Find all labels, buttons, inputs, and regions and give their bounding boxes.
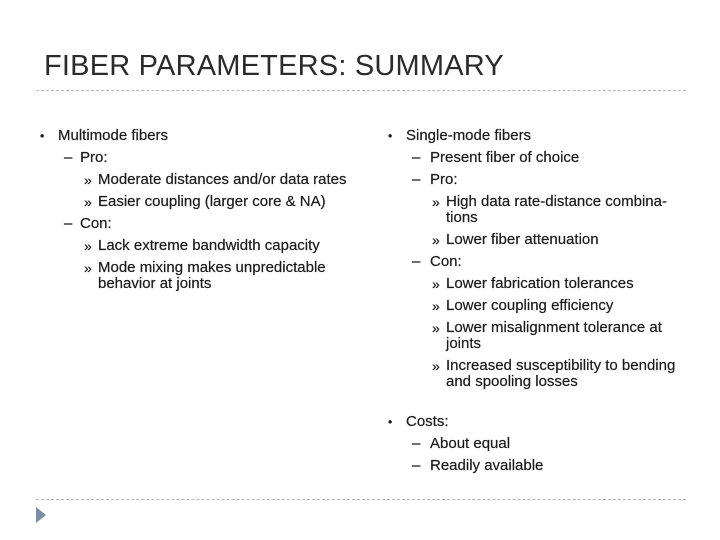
sub-marker: » bbox=[84, 194, 92, 210]
singlemode-con-text: Lower coupling efficiency bbox=[446, 297, 614, 314]
singlemode-con-text: Increased susceptibility to bending and spooling losses bbox=[446, 357, 676, 390]
list-item bbox=[386, 358, 686, 390]
triangle-marker-icon bbox=[36, 507, 46, 523]
dash-marker: – bbox=[412, 253, 421, 270]
bullet-marker: • bbox=[388, 129, 393, 143]
multimode-con-text: Mode mixing makes unpredictable behavior at joints bbox=[98, 259, 326, 292]
costs-text: About equal bbox=[430, 435, 511, 452]
dash-marker: – bbox=[412, 457, 421, 474]
dash-marker: – bbox=[64, 215, 73, 232]
list-item bbox=[386, 276, 686, 292]
singlemode-column bbox=[386, 128, 686, 480]
multimode-column bbox=[38, 128, 348, 298]
sub-marker: » bbox=[84, 172, 92, 188]
list-item bbox=[38, 238, 348, 254]
sub-marker: » bbox=[432, 320, 440, 336]
costs-heading: Costs: bbox=[406, 413, 449, 430]
singlemode-con-item bbox=[386, 254, 686, 270]
list-item bbox=[386, 320, 686, 352]
list-item bbox=[386, 436, 686, 452]
list-item bbox=[38, 172, 348, 188]
section-spacer bbox=[386, 396, 686, 414]
multimode-con-label: Con: bbox=[80, 215, 112, 232]
singlemode-pro-text: Lower fiber attenuation bbox=[446, 231, 599, 248]
multimode-pro-text: Easier coupling (larger core & NA) bbox=[98, 193, 326, 210]
singlemode-pro-text: High data rate-distance combina-tions bbox=[446, 193, 667, 226]
sub-marker: » bbox=[432, 194, 440, 210]
multimode-heading-item bbox=[38, 128, 348, 144]
costs-heading-item bbox=[386, 414, 686, 430]
sub-marker: » bbox=[432, 298, 440, 314]
title-divider bbox=[36, 90, 686, 91]
list-item bbox=[386, 232, 686, 248]
singlemode-con-label: Con: bbox=[430, 253, 462, 270]
bullet-marker: • bbox=[388, 415, 393, 429]
dash-marker: – bbox=[64, 149, 73, 166]
sub-marker: » bbox=[84, 260, 92, 276]
multimode-con-text: Lack extreme bandwidth capacity bbox=[98, 237, 320, 254]
singlemode-heading: Single-mode fibers bbox=[406, 127, 532, 144]
list-item bbox=[386, 150, 686, 166]
multimode-pro-label: Pro: bbox=[80, 149, 108, 166]
singlemode-con-text: Lower misalignment tolerance at joints bbox=[446, 319, 662, 352]
sub-marker: » bbox=[432, 276, 440, 292]
list-item bbox=[38, 260, 348, 292]
bullet-marker: • bbox=[40, 129, 45, 143]
footer-divider bbox=[36, 499, 686, 500]
sub-marker: » bbox=[432, 358, 440, 374]
dash-marker: – bbox=[412, 171, 421, 188]
costs-text: Readily available bbox=[430, 457, 544, 474]
dash-marker: – bbox=[412, 435, 421, 452]
multimode-pro-item bbox=[38, 150, 348, 166]
sub-marker: » bbox=[84, 238, 92, 254]
singlemode-choice-text: Present fiber of choice bbox=[430, 149, 580, 166]
singlemode-con-text: Lower fabrication tolerances bbox=[446, 275, 634, 292]
multimode-con-item bbox=[38, 216, 348, 232]
multimode-pro-text: Moderate distances and/or data rates bbox=[98, 171, 347, 188]
list-item bbox=[386, 458, 686, 474]
singlemode-pro-item bbox=[386, 172, 686, 188]
list-item bbox=[38, 194, 348, 210]
multimode-heading: Multimode fibers bbox=[58, 127, 169, 144]
list-item bbox=[386, 194, 686, 226]
singlemode-pro-label: Pro: bbox=[430, 171, 458, 188]
sub-marker: » bbox=[432, 232, 440, 248]
dash-marker: – bbox=[412, 149, 421, 166]
slide-title: FIBER PARAMETERS: SUMMARY bbox=[44, 50, 504, 82]
singlemode-heading-item bbox=[386, 128, 686, 144]
list-item bbox=[386, 298, 686, 314]
